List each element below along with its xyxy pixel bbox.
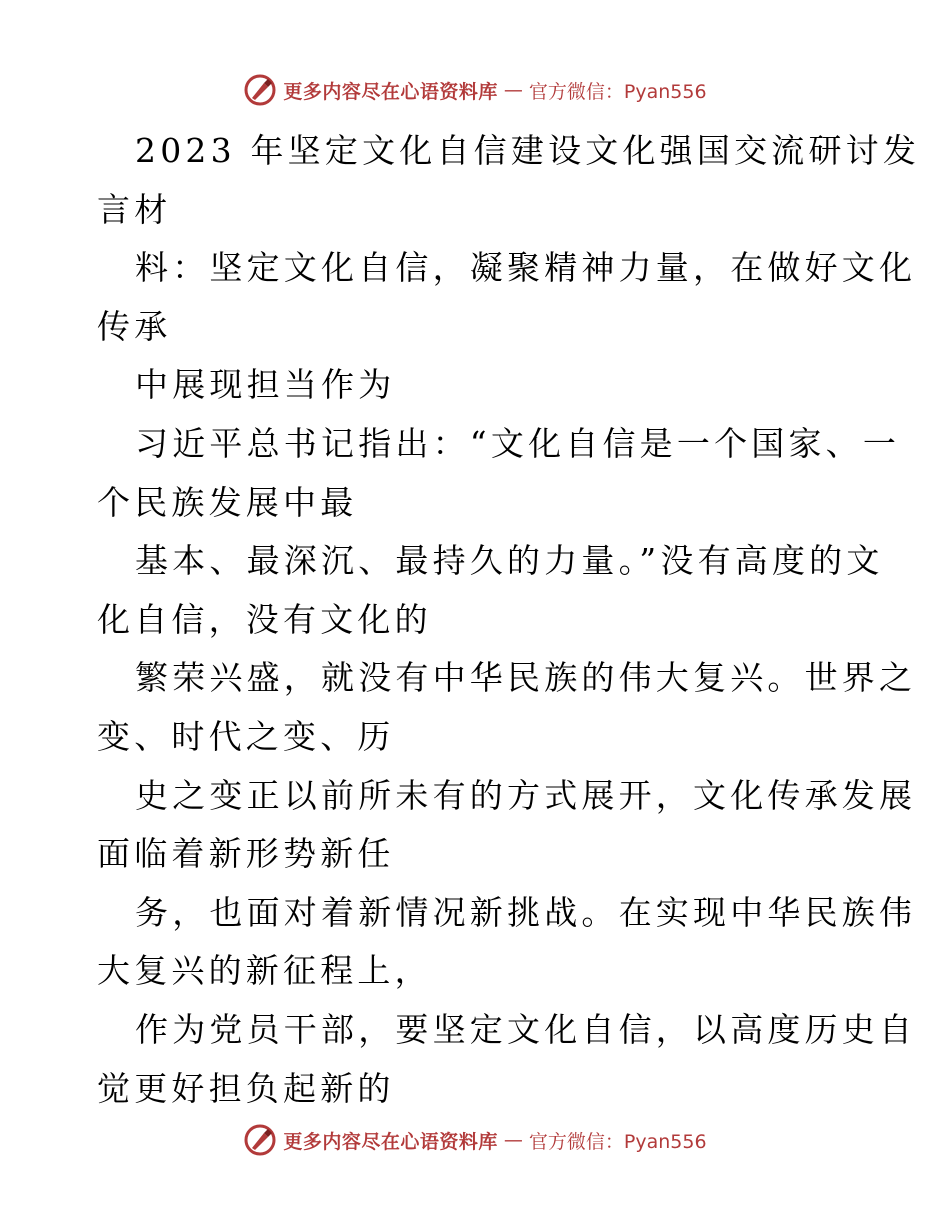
text-line: 料：坚定文化自信，凝聚精神力量，在做好文化 — [135, 248, 917, 288]
text-line: 言材 — [97, 189, 172, 229]
brand-dash: — — [503, 79, 523, 101]
pen-nib-icon — [243, 73, 277, 107]
header-watermark — [0, 70, 950, 110]
text-line: 史之变正以前所未有的方式展开，文化传承发展 — [135, 775, 917, 815]
text-line: 中展现担当作为 — [135, 365, 396, 405]
footer-watermark — [0, 1120, 950, 1160]
text-line: 作为党员干部，要坚定文化自信，以高度历史自 — [135, 1009, 917, 1049]
text-line: 大复兴的新征程上， — [97, 951, 432, 991]
text-line: 觉更好担负起新的 — [97, 1068, 395, 1108]
brand-dash: — — [503, 1129, 523, 1151]
pen-nib-icon — [243, 1123, 277, 1157]
text-line: 务，也面对着新情况新挑战。在实现中华民族伟 — [135, 892, 917, 932]
text-line: 繁荣兴盛，就没有中华民族的伟大复兴。世界之 — [135, 658, 917, 698]
brand-name: 更多内容尽在心语资料库 — [283, 1130, 498, 1153]
text-line: 2023 年坚定文化自信建设文化强国交流研讨发 — [135, 131, 921, 170]
text-line: 化自信，没有文化的 — [97, 599, 432, 639]
brand-contact: 官方微信：Pyan556 — [528, 80, 707, 103]
text-line: 个民族发展中最 — [97, 482, 358, 522]
text-line: 变、时代之变、历 — [97, 716, 395, 756]
brand-contact: 官方微信：Pyan556 — [528, 1130, 707, 1153]
text-line: 基本、最深沉、最持久的力量。”没有高度的文 — [135, 541, 884, 581]
brand-name: 更多内容尽在心语资料库 — [283, 80, 498, 103]
document-body — [97, 122, 921, 1118]
text-line: 传承 — [97, 306, 172, 346]
text-line: 习近平总书记指出：“文化自信是一个国家、一 — [135, 423, 901, 463]
text-line: 面临着新形势新任 — [97, 834, 395, 874]
